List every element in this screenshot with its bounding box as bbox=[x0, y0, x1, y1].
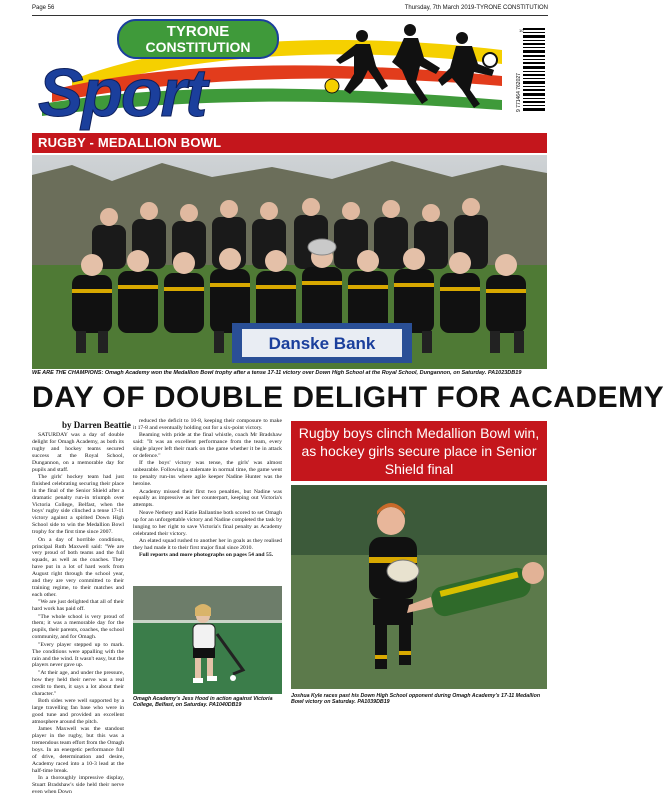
hockey-photo-caption: Omagh Academy's Jess Hood in action against Victoria College, Belfast, on Saturday. PA1040DB19 bbox=[133, 696, 273, 709]
subhead-box: Rugby boys clinch Medallion Bowl win, as hockey girls secure place in Senior Shield final bbox=[291, 421, 547, 481]
paragraph: Neave Nethery and Katie Ballantine both scored to set Omagh up for an unforgettable victory and Nadine completed the task by lunging to her right to save Victoria's final penalty as Academy celebrated their victory. bbox=[133, 509, 282, 537]
sponsor-banner: Danske Bank bbox=[268, 334, 376, 353]
paragraph: "We are just delighted that all of their hard work has paid off. bbox=[32, 599, 124, 613]
page-number: Page 56 bbox=[32, 5, 55, 11]
byline: by Darren Beattie bbox=[62, 420, 131, 430]
paragraph: "At their age, and under the pressure, how they held their nerve was a real credit to them, it says a lot about their character." bbox=[32, 669, 124, 697]
paragraph: Academy missed their first two penalties, but Nadine was equally as impressive as her counterpart, keeping out Victoria's attempts. bbox=[133, 488, 282, 509]
barcode bbox=[513, 24, 547, 116]
rugby-action-photo bbox=[291, 485, 547, 689]
hockey-photo bbox=[133, 586, 282, 694]
paragraph: On a day of horrible conditions, principal Ruth Maxwell said: "We are very proud of both teams and the full squads, as well as the coaches. They have put in a lot of hard work from August right through the school year, and they are very committed to their training regime, to their matches and each other. bbox=[32, 536, 124, 598]
barcode-digits: 9 771464 762027 bbox=[516, 73, 522, 112]
masthead-line1: TYRONE bbox=[166, 23, 230, 40]
paragraph: "The whole school is very proud of them; it was a memorable day for the pupils, their parents, coaches, the school community, and for Omagh. bbox=[32, 613, 124, 641]
paragraph: Beaming with pride at the final whistle, coach Mr Bradshaw said: "It was an excellent performance from the team, every single player left their mark on the game whether it be in attack or defence." bbox=[133, 432, 282, 460]
team-photo bbox=[32, 155, 547, 369]
issue-code: 10 bbox=[519, 28, 524, 33]
masthead bbox=[32, 20, 547, 131]
masthead-line2: CONSTITUTION bbox=[145, 39, 251, 55]
paragraph: In a thoroughly impressive display, Stuart Bradshaw's side held their nerve even when Down bbox=[32, 774, 124, 795]
see-more-pages: Full reports and more photographs on pages 54 and 55. bbox=[139, 552, 274, 559]
paragraph: "Every player stepped up to mark. The conditions were appalling with the rain and the wind. It wasn't easy, but the players never gave up. bbox=[32, 641, 124, 669]
masthead-title: Sport bbox=[38, 55, 206, 131]
paragraph: An elated squad rushed to another her in goals as they realised they had made it to their first major final since 2010. bbox=[133, 537, 282, 551]
article-col1 bbox=[32, 432, 124, 795]
date-line: Thursday, 7th March 2019-TYRONE CONSTITUTION bbox=[404, 5, 548, 11]
rugby-photo-caption: Joshua Kyle races past his Down High School opponent during Omagh Academy's 17-11 Medallion Bowl victory on Saturday. PA1039DB19 bbox=[291, 693, 541, 706]
headline: DAY OF DOUBLE DELIGHT FOR ACADEMY bbox=[32, 381, 664, 414]
section-label: RUGBY - MEDALLION BOWL bbox=[38, 135, 222, 150]
masthead-logo bbox=[32, 20, 510, 131]
paragraph: The girls' hockey team had just finished celebrating securing their place in the final of the Senior Shield after a dramatic penalty run-in triumph over Victoria College, Belfast, when the boys' rugby side clinched a tense 17-11 victory against a spirited Down High School side to win the Medallion Bowl trophy for the first time since 2007. bbox=[32, 473, 124, 536]
paragraph: SATURDAY was a day of double delight for Omagh Academy, as both its rugby and hockey teams secured success at the Royal School, Dungannon, on a memorable day for pupils and staff. bbox=[32, 432, 124, 473]
paragraph: Both sides were well supported by a large travelling fan base who were in good tune and provided an excellent atmosphere around the pitch. bbox=[32, 697, 124, 725]
header-rule bbox=[32, 15, 548, 16]
paragraph: If the boys' victory was tense, the girls' was almost unbearable. Following a stalemate in normal time, the game went to penalty run-ins where agile keeper Nadine Hunter was the heroine. bbox=[133, 460, 282, 488]
section-bar bbox=[32, 133, 547, 153]
paragraph: James Maxwell was the standout player in the rugby, but this was a tremendous team effort from the Omagh boys. In an energetic performance full of drive, determination and desire, Academy raced into a 10-3 lead at the half-time break. bbox=[32, 726, 124, 774]
paragraph: reduced the deficit to 10-8, keeping their composure to make it 17-8 and eventually holding out for a six-point victory. bbox=[133, 418, 282, 431]
page-header bbox=[32, 5, 548, 15]
article-col2 bbox=[133, 418, 282, 583]
team-photo-caption: WE ARE THE CHAMPIONS: Omagh Academy won the Medallion Bowl trophy after a tense 17-11 victory over Down High School at the Royal School, Dungannon, on Saturday. PA1023DB19 bbox=[32, 370, 522, 376]
